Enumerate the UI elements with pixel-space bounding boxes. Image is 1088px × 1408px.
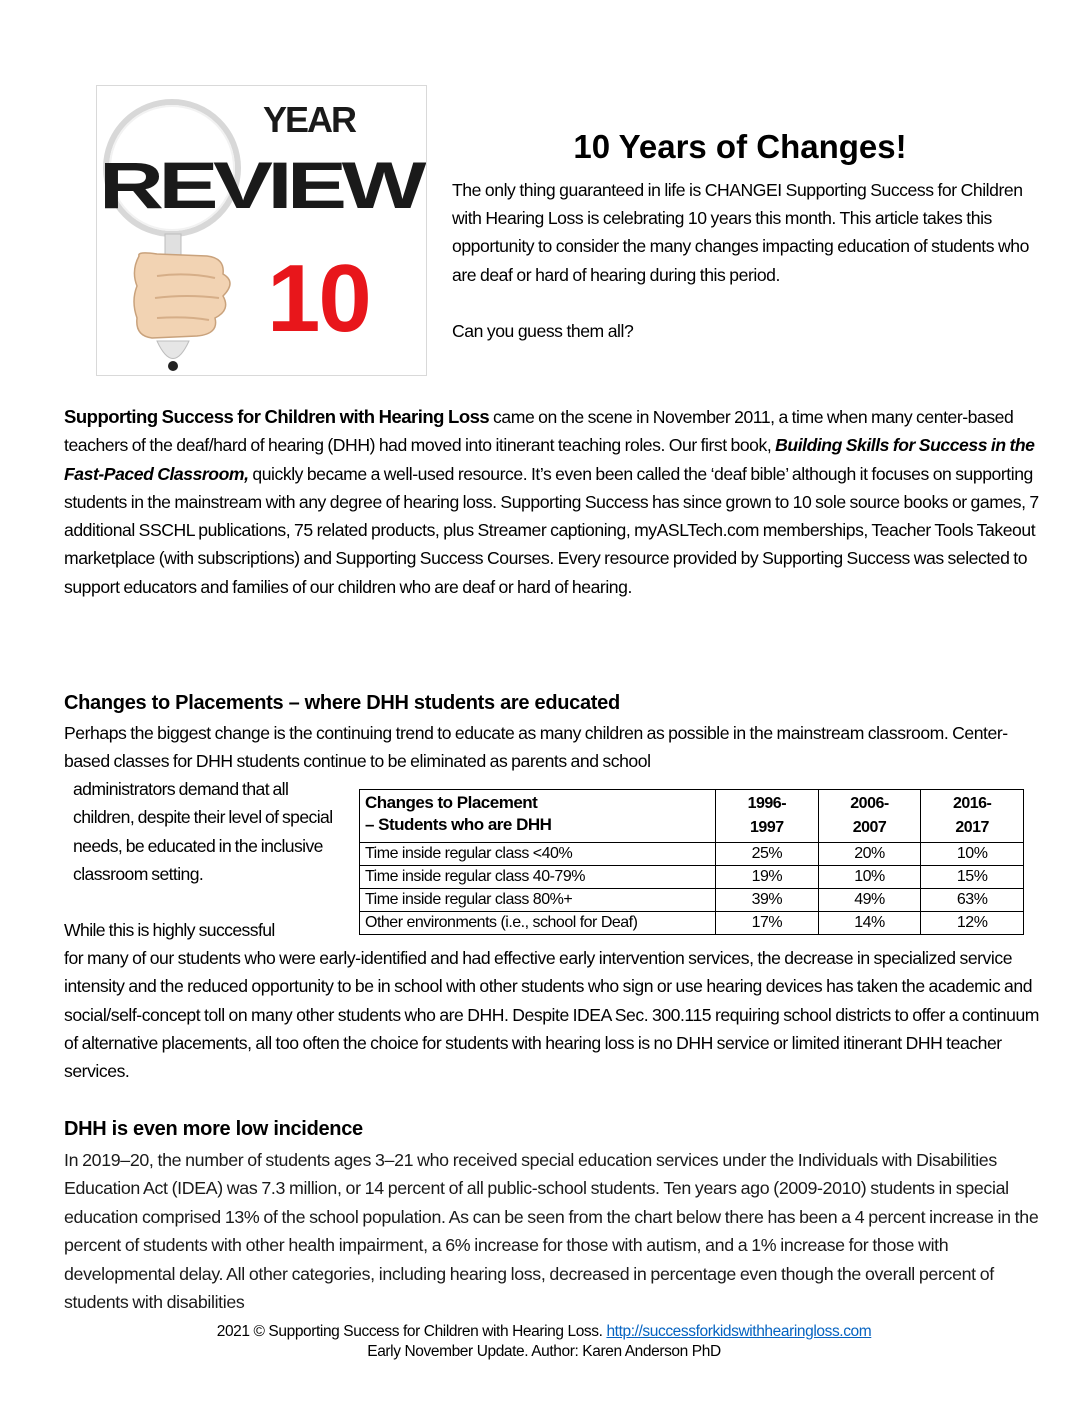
placements-left-column-2: While this is highly successful	[64, 920, 275, 940]
row-value: 39%	[716, 889, 819, 912]
table-row	[360, 912, 1024, 935]
placements-intro: Perhaps the biggest change is the continuing trend to educate as many children as possible in the mainstream classroom. Center-based classes for DHH students continue to be eliminated as parents and school	[64, 723, 1008, 772]
footer-line-2: Early November Update. Author: Karen Anderson PhD	[367, 1343, 721, 1360]
table-row	[360, 843, 1024, 866]
year-line-2: 1997	[750, 819, 784, 836]
page-footer	[0, 1322, 1088, 1362]
footer-line-1	[0, 1322, 1088, 1342]
header-line-1: Changes to Placement	[365, 793, 538, 812]
table-header-row	[360, 790, 1024, 843]
row-value: 63%	[921, 889, 1024, 912]
year-line-1: 2016-	[952, 795, 992, 812]
row-label: Other environments (i.e., school for Deaf)	[360, 912, 716, 935]
row-label: Time inside regular class 40-79%	[360, 866, 716, 889]
about-lead: Supporting Success for Children with Hearing Loss	[64, 406, 490, 427]
logo-word-year: YEAR	[263, 99, 356, 140]
footer-copyright: 2021 © Supporting Success for Children with Hearing Loss.	[216, 1323, 607, 1340]
row-value: 25%	[716, 843, 819, 866]
placements-heading: Changes to Placements – where DHH students are educated	[64, 692, 620, 714]
placements-left-column: administrators demand that all children, despite their level of special needs, be educated in the inclusive classroom setting.	[73, 779, 333, 884]
row-value: 19%	[716, 866, 819, 889]
incidence-heading: DHH is even more low incidence	[64, 1118, 363, 1140]
header-line-2: – Students who are DHH	[365, 815, 552, 834]
row-value: 10%	[921, 843, 1024, 866]
row-value: 20%	[818, 843, 921, 866]
row-label: Time inside regular class <40%	[360, 843, 716, 866]
about-paragraph	[64, 403, 1044, 601]
footer-link[interactable]: http://successforkidswithhearingloss.com	[606, 1323, 872, 1340]
year-header	[921, 790, 1024, 843]
table-row	[360, 866, 1024, 889]
table-row	[360, 889, 1024, 912]
row-value: 49%	[818, 889, 921, 912]
page-title: 10 Years of Changes!	[573, 128, 907, 165]
row-value: 12%	[921, 912, 1024, 935]
year-header	[818, 790, 921, 843]
year-line-2: 2007	[852, 819, 887, 836]
row-value: 15%	[921, 866, 1024, 889]
row-value: 17%	[716, 912, 819, 935]
placement-table	[359, 789, 1024, 935]
row-label: Time inside regular class 80%+	[360, 889, 716, 912]
handle-tip	[168, 361, 178, 371]
magnifying-glass-logo-icon	[97, 86, 427, 376]
incidence-paragraph: In 2019–20, the number of students ages 3–21 who received special education services under the Individuals with Disabilities Education Act (IDEA) was 7.3 million, or 14 percent of all public-school students. Ten years ago (2009-2010) students in special education comprised 13% of the school population. As can be seen from the chart below there has been a 4 percent increase in the percent of students with other health impairment, a 6% increase for those with autism, and a 1% increase for those with developmental delay. All other categories, including hearing loss, decreased in percentage even though the overall percent of students with disabilities	[64, 1150, 1039, 1313]
row-value: 14%	[818, 912, 921, 935]
intro-block	[452, 176, 1037, 345]
year-line-1: 2006-	[850, 795, 889, 812]
year-line-1: 1996-	[747, 795, 787, 812]
year-header	[716, 790, 819, 843]
year-in-review-logo	[96, 85, 427, 376]
logo-word-review: REVIEW	[99, 148, 428, 222]
book-title: Building Skills for Success in the Fast-Paced Classroom,	[64, 435, 1035, 484]
about-text-1: came on the scene in November 2011, a time when many center-based teachers of the deaf/hard of hearing (DHH) had moved into itinerant teaching roles. Our first book,	[64, 407, 1014, 456]
table-header-label	[360, 790, 716, 843]
row-value: 10%	[818, 866, 921, 889]
intro-paragraph: The only thing guaranteed in life is CHANGEI Supporting Success for Children with Hearing Loss is celebrating 10 years this month. This article takes this opportunity to consider the many changes impacting education of students who are deaf or hard of hearing during this period.	[452, 180, 1029, 285]
about-text-2: quickly became a well-used resource. It’s even been called the ‘deaf bible’ although it focuses on supporting students in the mainstream with any degree of hearing loss. Supporting Success has since grown to 10 sole source books or games, 7 additional SSCHL publications, 75 related products, plus Streamer captioning, myASLTech.com memberships, Teacher Tools Takeout marketplace (with subscriptions) and Supporting Success Courses. Every resource provided by Supporting Success was selected to support educators and families of our children who are deaf or hard of hearing.	[64, 463, 1039, 597]
logo-number: 10	[267, 245, 370, 352]
placements-continued: for many of our students who were early-identified and had effective early intervention services, the decrease in specialized service intensity and the reduced opportunity to be in school with other students who sign or use hearing devices has taken the academic and social/self-concept toll on many other students who are DHH. Despite IDEA Sec. 300.115 requiring school districts to offer a continuum of alternative placements, all too often the choice for students with hearing loss is no DHH service or limited itinerant DHH teacher services.	[64, 948, 1040, 1082]
intro-question: Can you guess them all?	[452, 321, 634, 341]
handle-bottom	[157, 341, 189, 359]
year-line-2: 2017	[955, 819, 989, 836]
